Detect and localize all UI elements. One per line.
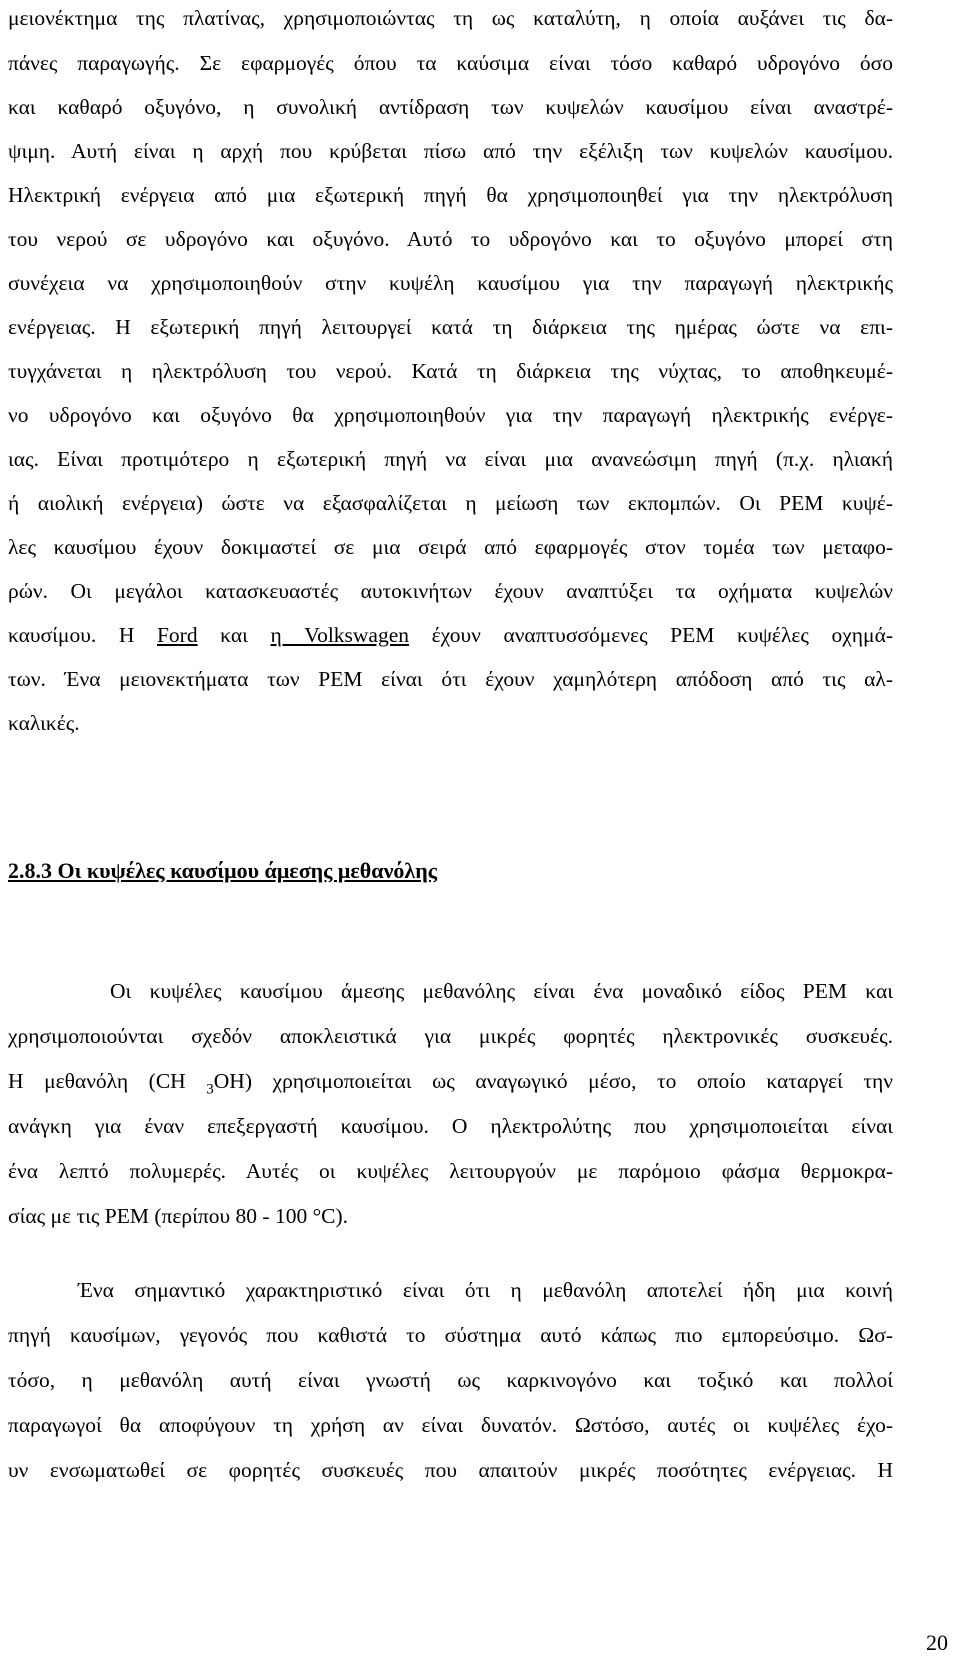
- line-text: καυσίμου. Η: [8, 623, 157, 647]
- paragraph1-line: ενέργειας. Η εξωτερική πηγή λειτουργεί κατά τη διάρκεια της ημέρας ώστε να επι-: [8, 315, 893, 339]
- paragraph1-line: λες καυσίμου έχουν δοκιμαστεί σε μια σειρά από εφαρμογές στον τομέα των μεταφο-: [8, 535, 893, 559]
- line-text: OH) χρησιμοποιείται ως αναγωγικό μέσο, το οποίο καταργεί την: [213, 1069, 893, 1093]
- paragraph1-line: πάνες παραγωγής. Σε εφαρμογές όπου τα καύσιμα είναι τόσο καθαρό υδρογόνο όσο: [8, 51, 893, 75]
- paragraph1-line: μειονέκτημα της πλατίνας, χρησιμοποιώντας τη ως καταλύτη, η οποία αυξάνει τις δα-: [8, 6, 893, 30]
- paragraph2-line: ένα λεπτό πολυμερές. Αυτές οι κυψέλες λειτουργούν με παρόμοιο φάσμα θερμοκρα-: [8, 1159, 893, 1183]
- paragraph1-line: και καθαρό οξυγόνο, η συνολική αντίδραση των κυψελών καυσίμου είναι αναστρέ-: [8, 95, 893, 119]
- page-number: 20: [926, 1630, 948, 1655]
- line-text: και: [197, 623, 271, 647]
- paragraph1-line: ή αιολική ενέργεια) ώστε να εξασφαλίζεται η μείωση των εκπομπών. Οι PEM κυψέ-: [8, 491, 893, 515]
- paragraph2-line: ανάγκη για έναν επεξεργαστή καυσίμου. Ο ηλεκτρολύτης που χρησιμοποιείται είναι: [8, 1114, 893, 1138]
- paragraph3-line: Ένα σημαντικό χαρακτηριστικό είναι ότι η μεθανόλη αποτελεί ήδη μια κοινή: [78, 1278, 893, 1302]
- paragraph3-line: παραγωγοί θα αποφύγουν τη χρήση αν είναι δυνατόν. Ωστόσο, αυτές οι κυψέλες έχο-: [8, 1413, 893, 1437]
- paragraph3-line: τόσο, η μεθανόλη αυτή είναι γνωστή ως καρκινογόνο και τοξικό και πολλοί: [8, 1368, 893, 1392]
- line-text: Η μεθανόλη (CH: [8, 1069, 207, 1093]
- line-text: έχουν αναπτυσσόμενες PEM κυψέλες οχημά-: [409, 623, 893, 647]
- paragraph1-line: ιας. Είναι προτιμότερο η εξωτερική πηγή να είναι μια ανανεώσιμη πηγή (π.χ. ηλιακή: [8, 447, 893, 471]
- paragraph1-line: τυγχάνεται η ηλεκτρόλυση του νερού. Κατά τη διάρκεια της νύχτας, το αποθηκευμέ-: [8, 359, 893, 383]
- paragraph1-line-with-links: [8, 620, 893, 650]
- paragraph3-line: υν ενσωματωθεί σε φορητές συσκευές που απαιτούν μικρές ποσότητες ενέργειας. Η: [8, 1458, 893, 1482]
- volkswagen-link[interactable]: η Volkswagen: [270, 623, 410, 647]
- paragraph1-line: συνέχεια να χρησιμοποιηθούν στην κυψέλη καυσίμου για την παραγωγή ηλεκτρικής: [8, 271, 893, 295]
- paragraph3-line: πηγή καυσίμων, γεγονός που καθιστά το σύστημα αυτό κάπως πιο εμπορεύσιμο. Ωσ-: [8, 1323, 893, 1347]
- section-heading: 2.8.3 Οι κυψέλες καυσίμου άμεσης μεθανόλης: [8, 858, 437, 883]
- paragraph1-line: Ηλεκτρική ενέργεια από μια εξωτερική πηγή θα χρησιμοποιηθεί για την ηλεκτρόλυση: [8, 183, 893, 207]
- ford-link[interactable]: Ford: [156, 623, 198, 647]
- paragraph1-line: του νερού σε υδρογόνο και οξυγόνο. Αυτό το υδρογόνο και το οξυγόνο μπορεί στη: [8, 227, 893, 251]
- paragraph1-line: των. Ένα μειονεκτήματα των PEM είναι ότι έχουν χαμηλότερη απόδοση από τις αλ-: [8, 667, 893, 691]
- paragraph1-line: νο υδρογόνο και οξυγόνο θα χρησιμοποιηθούν για την παραγωγή ηλεκτρικής ενέργε-: [8, 403, 893, 427]
- paragraph1-line: ψιμη. Αυτή είναι η αρχή που κρύβεται πίσω από την εξέλιξη των κυψελών καυσίμου.: [8, 139, 893, 163]
- paragraph1-line: καλικές.: [8, 711, 80, 735]
- paragraph2-line-formula: [8, 1066, 893, 1104]
- paragraph1-line: ρών. Οι μεγάλοι κατασκευαστές αυτοκινήτων έχουν αναπτύξει τα οχήματα κυψελών: [8, 579, 893, 603]
- paragraph2-line: Οι κυψέλες καυσίμου άμεσης μεθανόλης είναι ένα μοναδικό είδος PEM και: [110, 979, 893, 1003]
- paragraph2-line: σίας με τις PEM (περίπου 80 - 100 °C).: [8, 1204, 349, 1228]
- paragraph2-line: χρησιμοποιούνται σχεδόν αποκλειστικά για μικρές φορητές ηλεκτρονικές συσκευές.: [8, 1024, 893, 1048]
- subscript: 3: [206, 1081, 214, 1098]
